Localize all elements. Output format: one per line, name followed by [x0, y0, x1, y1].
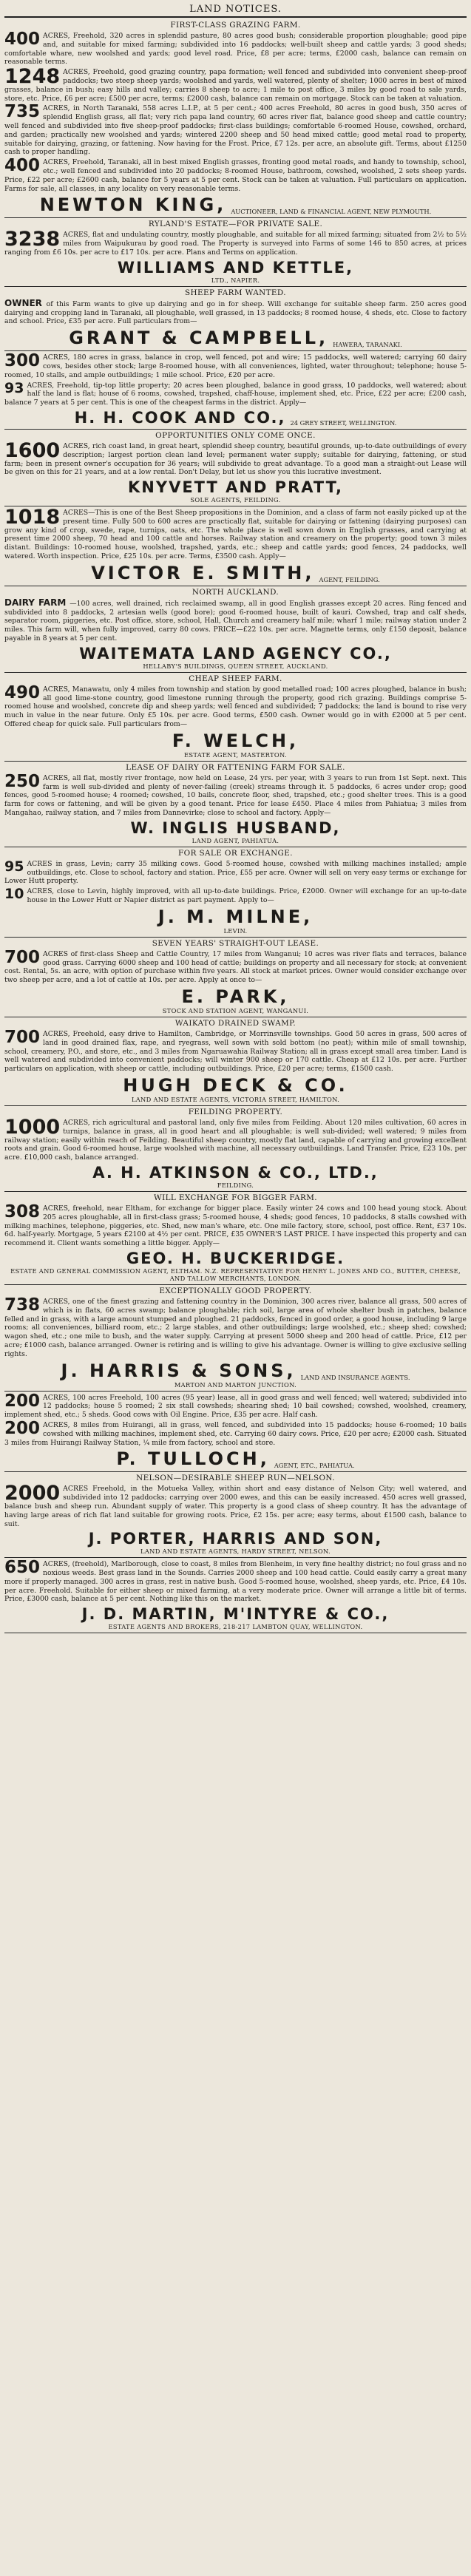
advertisement	[4, 938, 467, 1017]
advertisement	[4, 586, 467, 673]
agent-address: LAND AND ESTATE AGENTS, HARDY STREET, NELSON.	[140, 1548, 331, 1556]
listing	[4, 1201, 467, 1248]
agent-address: AUCTIONEER, LAND & FINANCIAL AGENT, NEW PLYMOUTH.	[231, 208, 432, 216]
ad-title: FEILDING PROPERTY.	[188, 1107, 283, 1116]
ad-title: LEASE OF DAIRY OR FATTENING FARM FOR SALE.	[126, 762, 345, 772]
advertisement	[4, 847, 467, 938]
ad-title: FOR SALE OR EXCHANGE.	[178, 848, 293, 858]
advertisement	[4, 506, 467, 586]
listing-acreage: 700	[4, 947, 41, 967]
advertisement	[4, 1392, 467, 1473]
agent-block	[4, 731, 467, 751]
listing	[4, 506, 467, 561]
listing-text: ACRES, Freehold, tip-top little property; 20 acres been ploughed, balance in good grass, 10 paddocks, well watered; about half the land is flat; house of 6 rooms, cowshed, trapshed, chaff-house, implement shed, etc. Price, £22 per acre; £200 cash, balance 7 years at 5 per cent. This is one of the cheapest farms in the district. Apply—	[4, 381, 467, 407]
ad-title: FIRST-CLASS GRAZING FARM.	[170, 21, 301, 30]
agent-name: J. PORTER, HARRIS AND SON,	[88, 1530, 383, 1548]
listing	[4, 860, 467, 886]
listing-text: ACRES, 100 acres Freehold, 100 acres (95 year) lease, all in good grass and well fenced; well watered; subdivided into 12 paddocks; house 5 roomed; 2 six stall cowsheds; shearing shed; 10 bail cowshed; cowshed, woolshed, creamery, implement shed, etc.; 5 sheds. Good cows with Oil Engine. Price, £35 per acre. Half cash.	[4, 1393, 467, 1420]
listing-acreage: 400	[4, 30, 41, 49]
agent-address: ESTATE AND GENERAL COMMISSION AGENT, ELTHAM. N.Z. REPRESENTATIVE FOR HENRY L. JONES AND CO., BUTTER, CHEESE, AND TALLOW MERCHANTS, LONDON.	[10, 1267, 461, 1282]
agent-name: WILLIAMS AND KETTLE,	[117, 258, 354, 277]
agent-block	[4, 1075, 467, 1096]
agent-block	[4, 986, 467, 1007]
ad-title: OPPORTUNITIES ONLY COME ONCE.	[155, 430, 316, 440]
agent-address: 24 GREY STREET, WELLINGTON.	[290, 418, 397, 427]
agent-name: KNYVETT AND PRATT,	[128, 478, 343, 497]
listing-text: ACRES, (freehold), Marlborough, close to coast, 8 miles from Blenheim, in very fine healthy district; no foul grass and no noxious weeds. Best grass land in the Sounds. Carries 2000 sheep and 100 head cattle. Could easily carry a great many more if properly managed. 300 acres in grass, rest in native bush. Good 5-roomed house, woolshed, sheep yards, etc. Price, £4 10s. per acre. Freehold. Suitable for either sheep or mixed farming, at a very moderate price. Owner will arrange a little bit of terms. Price, £3000 cash, balance at 5 per cent. Nothing like this on the market.	[4, 1560, 467, 1604]
listing	[4, 1391, 467, 1420]
agent-name: J. HARRIS & SONS,	[61, 1360, 297, 1381]
agent-address: LTD., NAPIER.	[211, 276, 260, 284]
advertisement	[4, 1017, 467, 1106]
ad-title: CHEAP SHEEP FARM.	[189, 674, 282, 683]
agent-block	[4, 1360, 467, 1381]
listing-text: ACRES, all flat, mostly river frontage, now held on Lease, 24 yrs. per year, with 3 years to run from 1st Sept. next. This farm is well sub-divided and plenty of never-failing (creek) streams through it. 5 paddocks, 6 acres under crop; good fences, good 5-roomed house; 4 roomed; cowshed, 10 bails, concrete floor, shed, trapshed, etc.; good shelter trees. This is a good farm for cows or fattening, and will be given by a good tenant. Price for lease £450. Place 4 miles from Pahiatua; 3 miles from Mangahao, railway station, and 7 miles from Dannevirke; close to school and factory. Apply—	[4, 773, 467, 818]
agent-name: H. H. COOK AND CO.,	[74, 408, 286, 427]
listing-acreage: 700	[4, 1028, 41, 1047]
listing-text: ACRES, rich coast land, in great heart, splendid sheep country, beautiful grounds, up-to-date outbuildings of every description; largest portion clean land level; permanent water supply; suitable for dairying, fattening, or stud farm; been in present owner's occupation for 36 years; will subdivide to great advantage. To a good man a straight-out Lease will be given on this for 21 years, and at a low rental. Don't Delay, but let us show you this lucrative investment.	[4, 441, 467, 477]
advertisement	[4, 762, 467, 847]
advertisement	[4, 1558, 467, 1633]
agent-address: LAND AGENT, PAHIATUA.	[192, 836, 279, 844]
agent-block	[4, 478, 467, 496]
listing	[4, 771, 467, 818]
listing-text: ACRES, one of the finest grazing and fattening country in the Dominion, 300 acres river, balance all grass, 500 acres of which is in flats, 60 acres swamp; balance ploughable; rich soil, large area of whole shelter bush in patches, balance felled and in grass, with a large amount stumped and ploughed. 21 paddocks, fenced in good order, a good house, including 9 large rooms; all conveniences, billiard room, etc.; 2 large stables, and other outbuildings; large woolshed, etc.; sheep shed; cowshed; wagon shed, etc.; one mile to bush, and the water supply. Carrying at present 5000 sheep and 200 head of cattle. Price, £12 per acre; £1000 cash, balance arranged. Owner is retiring and is willing to give his advantage. Owner is willing to give exclusive selling rights.	[4, 1297, 467, 1358]
ad-title: SEVEN YEARS' STRAIGHT-OUT LEASE.	[152, 938, 319, 948]
agent-block	[4, 819, 467, 837]
agent-address: AGENT, ETC., PAHIATUA.	[274, 1462, 355, 1470]
agent-block	[4, 1448, 467, 1469]
ad-title: WILL EXCHANGE FOR BIGGER FARM.	[154, 1193, 317, 1202]
listing	[4, 299, 467, 326]
listing	[4, 158, 467, 193]
listing	[4, 887, 467, 905]
listing-acreage: 1248	[4, 65, 61, 89]
listing-text: ACRES, Freehold, Taranaki, all in best mixed English grasses, fronting good metal roads, and handy to township, school, etc.; well fenced and subdivided into 20 paddocks; 8-roomed House, bathroom, cowshed, woolshed, 2 sets sheep yards. Price, £22 per acre; £2600 cash, balance for 5 years at 5 per cent. Stock can be taken at valuation. Full particulars on application. Farms for sale, all classes, in any locality on very reasonable terms.	[4, 158, 467, 193]
agent-address: LEVIN.	[223, 926, 248, 935]
agent-address: AGENT, FEILDING.	[319, 575, 380, 583]
listing	[4, 32, 467, 67]
advertisement	[4, 1472, 467, 1558]
ad-title: NELSON—DESIRABLE SHEEP RUN—NELSON.	[136, 1474, 335, 1483]
listing-text: ACRES—This is one of the Best Sheep propositions in the Dominion, and a class of farm not easily picked up at the present time. Fully 500 to 600 acres are practically flat, suitable for dairying or fattening (dairying purposes) can grow any kind of crop, swede, rape, turnips, oats, etc. The whole place is well sown down in English grasses, and carrying at present time 2000 sheep, 70 head and 100 cattle and horses. Railway station and creamery on the property; good town 3 miles distant. Buildings: 10-roomed house, woolshed, trapshed, yards, etc.; sheep and cattle yards; good fences, 24 paddocks, well watered. Worth inspection. Price, £25 10s. per acre. Terms, £3500 cash. Apply—	[4, 509, 467, 561]
agent-address: HELLABY'S BUILDINGS, QUEEN STREET, AUCKLAND.	[143, 662, 328, 670]
listing	[4, 1560, 467, 1604]
advertisement	[4, 19, 467, 218]
advertisement	[4, 1106, 467, 1192]
listing	[4, 228, 467, 257]
listing	[4, 1482, 467, 1528]
listing	[4, 65, 467, 103]
advertisement	[4, 1192, 467, 1285]
advertisement	[4, 218, 467, 286]
agent-name: A. H. ATKINSON & CO., LTD.,	[92, 1163, 379, 1182]
listing-acreage: 300	[4, 351, 41, 371]
listing-acreage: 10	[4, 886, 24, 903]
ad-title: EXCEPTIONALLY GOOD PROPERTY.	[159, 1286, 312, 1295]
advertisement	[4, 673, 467, 762]
listing-text: ACRES of first-class Sheep and Cattle Country, 17 miles from Wanganui; 10 acres was river flats and terraces, balance good grass. Carrying 6000 sheep and 100 head of cattle; buildings on property and all necessary for stock; at convenient cost. Rental, 5s. an acre, with option of purchase within five years. All stock at market prices. Owner would consider exchange over two sheep per acre, and a lot of cattle at 10s. per acre. Apply at once to—	[4, 949, 467, 985]
advertisement	[4, 287, 467, 351]
agent-name: J. D. MARTIN, M'INTYRE & CO.,	[81, 1605, 390, 1624]
agent-address: ESTATE AGENTS AND BROKERS, 218-217 LAMBTON QUAY, WELLINGTON.	[108, 1623, 363, 1631]
listing-text: ACRES, close to Levin, highly improved, with all up-to-date buildings. Price, £2000. Owner will exchange for an up-to-date house in the Lower Hutt or Napier district as part payment. Apply to—	[27, 887, 467, 905]
advertisement	[4, 430, 467, 506]
agent-name: GEO. H. BUCKERIDGE.	[126, 1249, 345, 1267]
listing-acreage: 3238	[4, 228, 61, 251]
agent-address: SOLE AGENTS, FEILDING.	[190, 496, 281, 504]
agent-address: HAWERA, TARANAKI.	[333, 341, 402, 349]
listing-opener: OWNER	[4, 297, 47, 308]
agent-address: MARTON AND MARTON JUNCTION.	[174, 1380, 297, 1389]
agent-block	[4, 194, 467, 215]
agent-block	[4, 1164, 467, 1182]
agent-block	[4, 328, 467, 348]
listing-acreage: 1000	[4, 1115, 61, 1139]
listing-text: ACRES, freehold, near Eltham, for exchange for bigger place. Easily winter 24 cows and 100 head young stock. About 205 acres ploughable, all in first-class grass; 5-roomed house, 4 sheds; good fences, 10 paddocks, 8 stalls cowshed with milking machines, telephone, piggeries, etc. Shed, new man's whare, etc. One mile factory, store, school, post office. Rent, £37 10s. 6d. half-yearly. Mortgage, 5 years £2100 at 4½ per cent. PRICE, £35 OWNER'S LAST PRICE. I have inspected this property and can recommend it. Client wants something a little bigger. Apply—	[4, 1204, 467, 1248]
section-heading: LAND NOTICES.	[4, 1, 467, 18]
agent-name: NEWTON KING,	[39, 194, 227, 216]
listing-text: of this Farm wants to give up dairying and go in for sheep. Will exchange for suitable sheep farm. 250 acres good dairying and cropping land in Taranaki, all ploughable, well grassed, in 13 paddocks; 8 roomed house, 4 sheds, etc. Close to factory and school. Price, £35 per acre. Full particulars from—	[4, 299, 467, 326]
agent-name: P. TULLOCH,	[116, 1448, 270, 1470]
listing-acreage: 200	[4, 1391, 41, 1411]
listing	[4, 1418, 467, 1447]
listing	[4, 1115, 467, 1162]
listing	[4, 379, 467, 407]
listing-text: ACRES, 180 acres in grass, balance in crop, well fenced, pot and wire; 15 paddocks, well watered; carrying 60 dairy cows, besides other stock; large 8-roomed house, with all conveniences, lighted, water throughout; telephone; house 5-roomed, 10 stalls, and ample outbuildings; 1 mile school. Price, £20 per acre.	[4, 353, 467, 379]
listing	[4, 104, 467, 157]
listing-acreage: 1018	[4, 506, 61, 529]
ad-title: NORTH AUCKLAND.	[192, 587, 279, 597]
agent-name: W. INGLIS HUSBAND,	[130, 818, 341, 837]
advertisement	[4, 351, 467, 430]
listing-text: ACRES, Freehold, 320 acres in splendid pasture, 80 acres good bush; considerable proportion ploughable; good pipe and, and suitable for mixed farming; subdivided into 16 paddocks; well-built sheep and cattle yards; 3 good sheds; comfortable whare, new woolshed and yards; good level road. Price, £8 per acre; terms, £2000 cash, balance can remain on reasonable terms.	[4, 32, 467, 67]
listing-acreage: 308	[4, 1201, 41, 1221]
agent-block	[4, 259, 467, 277]
agent-address: LAND AND INSURANCE AGENTS.	[300, 1373, 410, 1381]
agent-block	[4, 563, 467, 583]
listing-text: ACRES, Freehold, good grazing country, papa formation; well fenced and subdivided into convenient sheep-proof paddocks; two steep sheep yards; woolshed and yards, well watered, plenty of shelter; 1000 acres in best of mixed grasses, balance in bush; easy hills and valley; carries 8 sheep to acre; 1 mile to post office, 3 miles by good road to sale yards, store, etc. Price, £6 per acre; £500 per acre, terms; £2000 cash, balance can remain on mortgage. Stock can be taken at valuation.	[4, 68, 467, 103]
agent-block	[4, 1605, 467, 1623]
listing	[4, 947, 467, 985]
listing-text: ACRES, Freehold, easy drive to Hamilton, Cambridge, or Morrinsville townships. Good 50 acres in grass, 500 acres of land in good drained flax, rape, and ryegrass, well sown with sold bottom (no peat); within mile of small township, school, creamery, P.O., and store, etc., and 3 miles from Ngaruawahia Railway Station; all in grass except small area timber. Land is well watered and subdivided into convenient paddocks; will winter 900 sheep or 170 cattle. Cheap at £12 10s. per acre. Further particulars on application, with sheep or cattle, including outbuildings. Price, £20 per acre; terms, £1500 cash.	[4, 1030, 467, 1074]
listing	[4, 353, 467, 379]
agent-block	[4, 1530, 467, 1548]
listing-acreage: 735	[4, 102, 41, 122]
advertisement	[4, 1285, 467, 1392]
listing-acreage: 95	[4, 858, 24, 875]
agent-block	[4, 645, 467, 662]
agent-address: ESTATE AGENT, MASTERTON.	[184, 750, 287, 759]
agent-block	[4, 1250, 467, 1267]
listing-text: ACRES, rich agricultural and pastoral land, only five miles from Feilding. About 120 miles cultivation, 60 acres in turnips, balance in grass, all in good heart and all ploughable; is well sub-divided; well watered; 9 miles from railway station; easily within reach of Feilding. Beautiful sheep country, mostly flat land, capable of carrying and growing excellent roots and grain. Good 6-roomed house, large woolshed with machine, all necessary outbuildings. Land Transfer. Price, £23 10s. per acre. £10,000 cash, balance arranged.	[4, 1118, 467, 1162]
advertisements-column	[4, 19, 467, 1633]
ad-title: WAIKATO DRAINED SWAMP.	[174, 1019, 297, 1028]
agent-name: F. WELCH,	[172, 730, 299, 751]
listing	[4, 1295, 467, 1359]
agent-address: FEILDING.	[217, 1181, 254, 1189]
listing-acreage: 1600	[4, 438, 61, 462]
agent-name: J. M. MILNE,	[157, 906, 314, 927]
agent-name: E. PARK,	[181, 986, 290, 1007]
listing-text: ACRES in grass, Levin; carry 35 milking cows. Good 5-roomed house, cowshed with milking machines installed; ample outbuildings, etc. Close to school, factory and station. Price, £55 per acre. Owner will sell on very easy terms or exchange for Lower Hutt property.	[4, 859, 467, 886]
listing	[4, 438, 467, 477]
listing-acreage: 2000	[4, 1482, 61, 1505]
listing-acreage: 650	[4, 1558, 41, 1578]
ad-title: RYLAND'S ESTATE—FOR PRIVATE SALE.	[148, 220, 323, 229]
listing-acreage: 738	[4, 1295, 41, 1315]
agent-name: WAITEMATA LAND AGENCY CO.,	[79, 644, 392, 662]
listing-text: ACRES, 8 miles from Huirangi, all in grass, well fenced, and subdivided into 15 paddocks; house 6-roomed; 10 bails cowshed with milking machines, implement shed, etc. Carrying 60 dairy cows. Price, £20 per acre; £2000 cash. Situated 3 miles from Huirangi Railway Station, ¼ mile from factory, school and store.	[4, 1420, 467, 1447]
listing	[4, 682, 467, 729]
listing-acreage: 490	[4, 682, 41, 702]
listing-acreage: 400	[4, 156, 41, 176]
listing-opener: DAIRY FARM	[4, 597, 70, 608]
listing-acreage: 250	[4, 771, 41, 791]
ad-title: SHEEP FARM WANTED.	[185, 288, 286, 297]
listing	[4, 599, 467, 643]
agent-name: VICTOR E. SMITH,	[91, 562, 315, 583]
listing-acreage: 93	[4, 379, 24, 396]
agent-block	[4, 409, 467, 427]
agent-name: GRANT & CAMPBELL,	[69, 328, 329, 349]
listing-text: ACRES, in North Taranaki, 558 acres L.I.P., at 5 per cent.; 400 acres Freehold, 80 acres in good bush, 350 acres of splendid English grass, all flat; very rich papa land country, 60 acres river flat, balance good sheep and cattle country; well fenced and subdivided into five sheep-proof paddocks; first-class buildings; comfortable 6-roomed House, cowshed, orchard, and garden; practically new woolshed and yards; wintered 2200 sheep and 50 head mixed cattle; good metal road to property, suitable for dairying, grazing, or fattening. Now having for the Frost. Price, £7 12s. per acre, an absolute gift. Terms, about £1250 cash to proper handling.	[4, 104, 467, 157]
agent-block	[4, 906, 467, 927]
listing-text: ACRES, flat and undulating country, mostly ploughable, and suitable for all mixed farming; situated from 2½ to 5½ miles from Waipukurau by good road. The Property is surveyed into Farms of some 146 to 850 acres, at prices ranging from £6 10s. per acre to £17 10s. per acre. Plans and Terms on application.	[4, 231, 467, 257]
agent-name: HUGH DECK & CO.	[123, 1074, 348, 1096]
listing-acreage: 200	[4, 1418, 41, 1438]
listing-text: ACRES, Manawatu, only 4 miles from township and station by good metalled road; 100 acres ploughed, balance in bush; all good lime-stone country, good limestone running through the property, good rich grazing. Buildings comprise 5-roomed house and woolshed, concrete dip and sheep yards; well fenced and subdivided; 7 paddocks; the land is bound to rise very much in value in the near future. Only £5 10s. per acre. Good terms, £500 cash. Owner would go in with £2000 at 5 per cent. Offered cheap for quick sale. Full particulars from—	[4, 685, 467, 729]
listing-text: ACRES Freehold, in the Motueka Valley, within short and easy distance of Nelson City; well watered, and subdivided into 12 paddocks; carrying over 2000 ewes, and this can be easily increased. 450 acres well grassed, balance bush and sheep run. Abundant supply of water. This property is a good class of sheep country. It has the advantage of having large areas of rich flat land suitable for growing roots. Price, £2 15s. per acre; easy terms, about £1500 cash, balance to suit.	[4, 1485, 467, 1528]
listing	[4, 1030, 467, 1074]
listing-text: —100 acres, well drained, rich reclaimed swamp, all in good English grasses except 20 acres. Ring fenced and subdivided into 8 paddocks, 2 artesian wells (good bore); good 6-roomed house, built of kauri. Cowshed, trap and calf sheds, separator room, piggeries, etc. Post office, store, school, Hall, Church and creamery half mile; wharf 1 mile; railway station under 2 miles. This farm will, when fully improved, carry 80 cows. PRICE—£22 10s. per acre. Magnette terms, only £150 deposit, balance payable in 8 years at 5 per cent.	[4, 599, 467, 643]
agent-address: LAND AND ESTATE AGENTS, VICTORIA STREET, HAMILTON.	[131, 1095, 340, 1103]
agent-address: STOCK AND STATION AGENT, WANGANUI.	[162, 1007, 309, 1014]
